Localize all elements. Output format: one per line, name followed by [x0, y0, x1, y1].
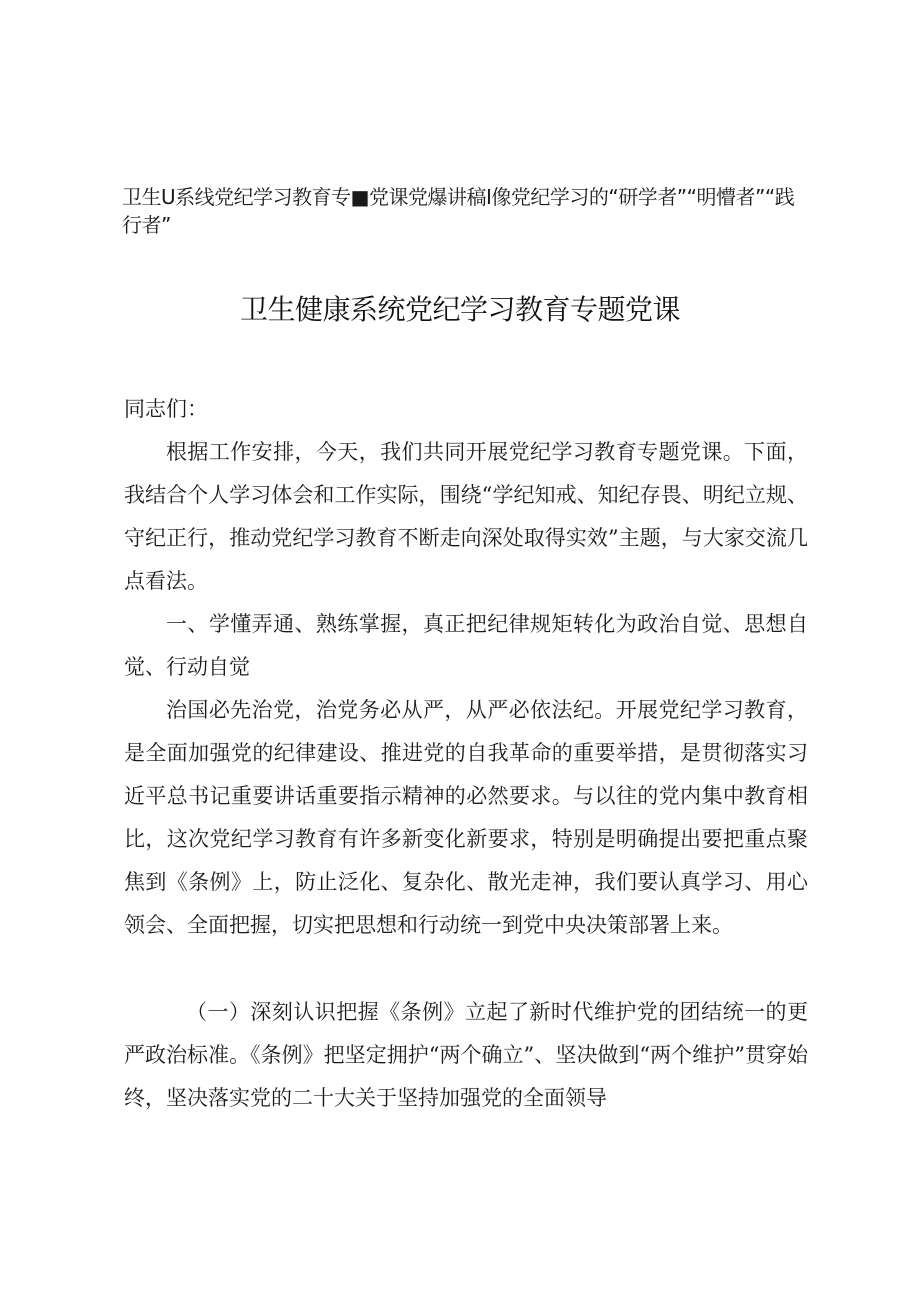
document-title: 卫生健康系统党纪学习教育专题党课 [239, 293, 680, 326]
paragraph-subsection-1: （一）深刻认识把握《条例》立起了新时代维护党的团结统一的更严政治标准。《条例》把坚定拥护“两个确立”、坚决做到“两个维护”贯穿始终，坚决落实党的二十大关于坚持加强党的全面领导 [124, 1000, 808, 1110]
salutation: 同志们： [124, 397, 208, 421]
section-heading-1: 一、学懂弄通、熟练掌握，真正把纪律规矩转化为政治自觉、思想自觉、行动自觉 [124, 612, 808, 679]
paragraph-intro: 根据工作安排，今天，我们共同开展党纪学习教育专题党课。下面，我结合个人学习体会和工作实际，围绕“学纪知戒、知纪存畏、明纪立规、守纪正行，推动党纪学习教育不断走向深处取得实效”主题，与大家交流几点看法。 [124, 440, 808, 593]
paragraph-section-1: 治国必先治党，治党务必从严，从严必依法纪。开展党纪学习教育，是全面加强党的纪律建设、推进党的自我革命的重要举措，是贯彻落实习近平总书记重要讲话重要指示精神的必然要求。与以往的党内集中教育相比，这次党纪学习教育有许多新变化新要求，特别是明确提出要把重点聚焦到《条例》上，防止泛化、复杂化、散光走神，我们要认真学习、用心领会、全面把握，切实把思想和行动统一到党中央决策部署上来。 [124, 698, 808, 937]
document-header-line: 卫生U系线党纪学习教育专■党课党爆讲稿I像党纪学习的“研学者”“明懵者”“践行者” [122, 185, 795, 237]
